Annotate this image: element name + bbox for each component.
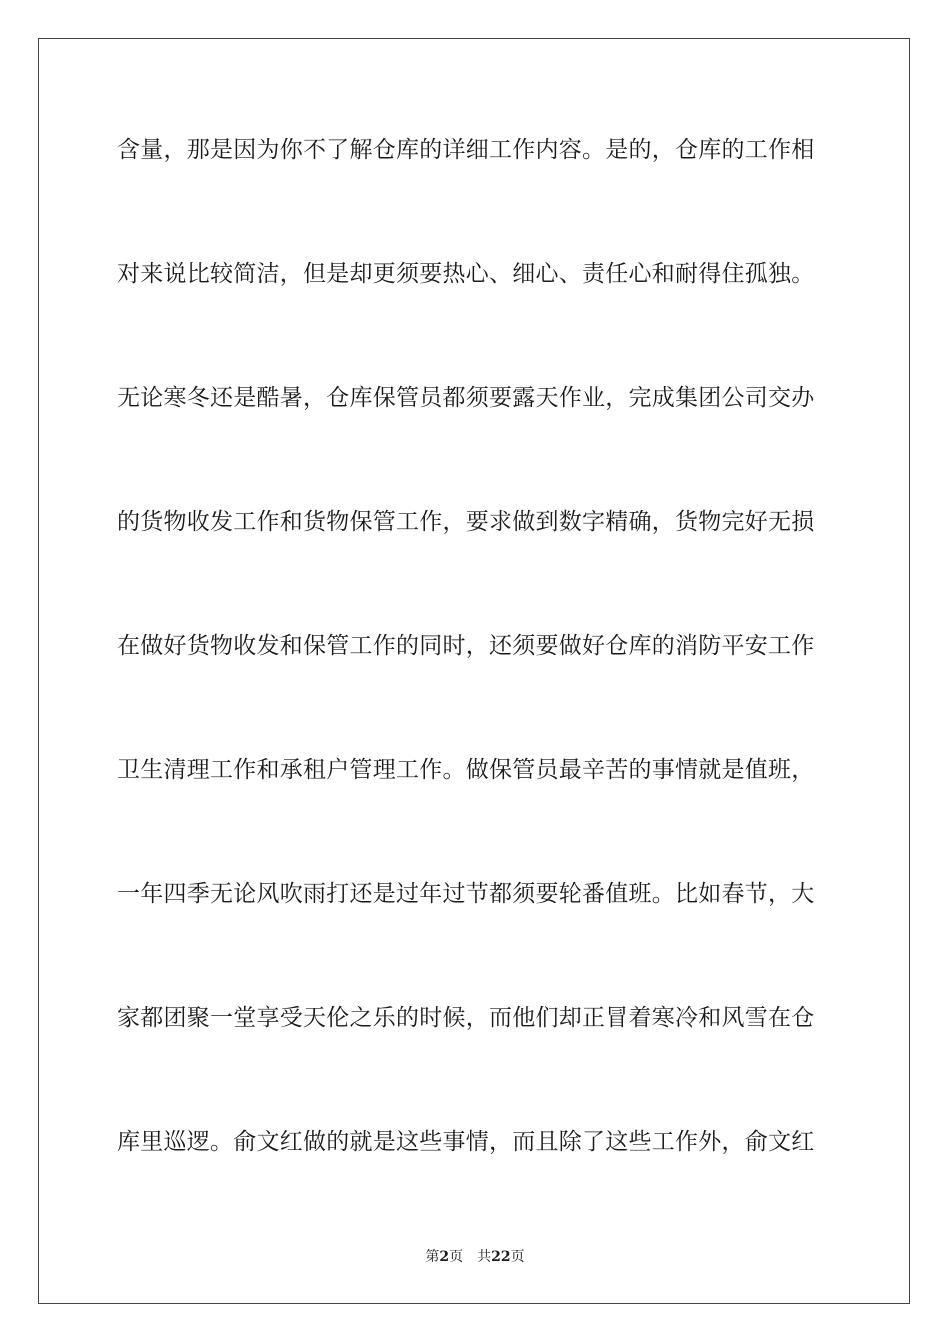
text-line-9: 库里巡逻。俞文红做的就是这些事情，而且除了这些工作外，俞文红 [117, 1129, 815, 1155]
page-footer [0, 1248, 950, 1266]
text-line-7: 一年四季无论风吹雨打还是过年过节都须要轮番值班。比如春节，大 [117, 881, 815, 907]
text-line-6: 卫生清理工作和承租户管理工作。做保管员最辛苦的事情就是值班， [117, 757, 815, 783]
page-suffix: 页 [449, 1249, 464, 1265]
text-line-2: 对来说比较简洁，但是却更须要热心、细心、责任心和耐得住孤独。 [117, 261, 815, 287]
total-pages: 22 [491, 1249, 511, 1265]
text-line-5: 在做好货物收发和保管工作的同时，还须要做好仓库的消防平安工作 [117, 633, 815, 659]
total-suffix: 页 [510, 1249, 525, 1265]
text-line-1: 含量，那是因为你不了解仓库的详细工作内容。是的，仓库的工作相 [117, 137, 815, 163]
total-prefix: 共 [477, 1249, 492, 1265]
text-line-4: 的货物收发工作和货物保管工作，要求做到数字精确，货物完好无损 [117, 509, 815, 535]
text-line-8: 家都团聚一堂享受天伦之乐的时候，而他们却正冒着寒冷和风雪在仓 [117, 1005, 815, 1031]
page-prefix: 第 [425, 1249, 440, 1265]
page-number: 2 [439, 1249, 450, 1265]
text-line-3: 无论寒冬还是酷暑，仓库保管员都须要露天作业，完成集团公司交办 [117, 385, 815, 411]
body-text [117, 128, 837, 1244]
